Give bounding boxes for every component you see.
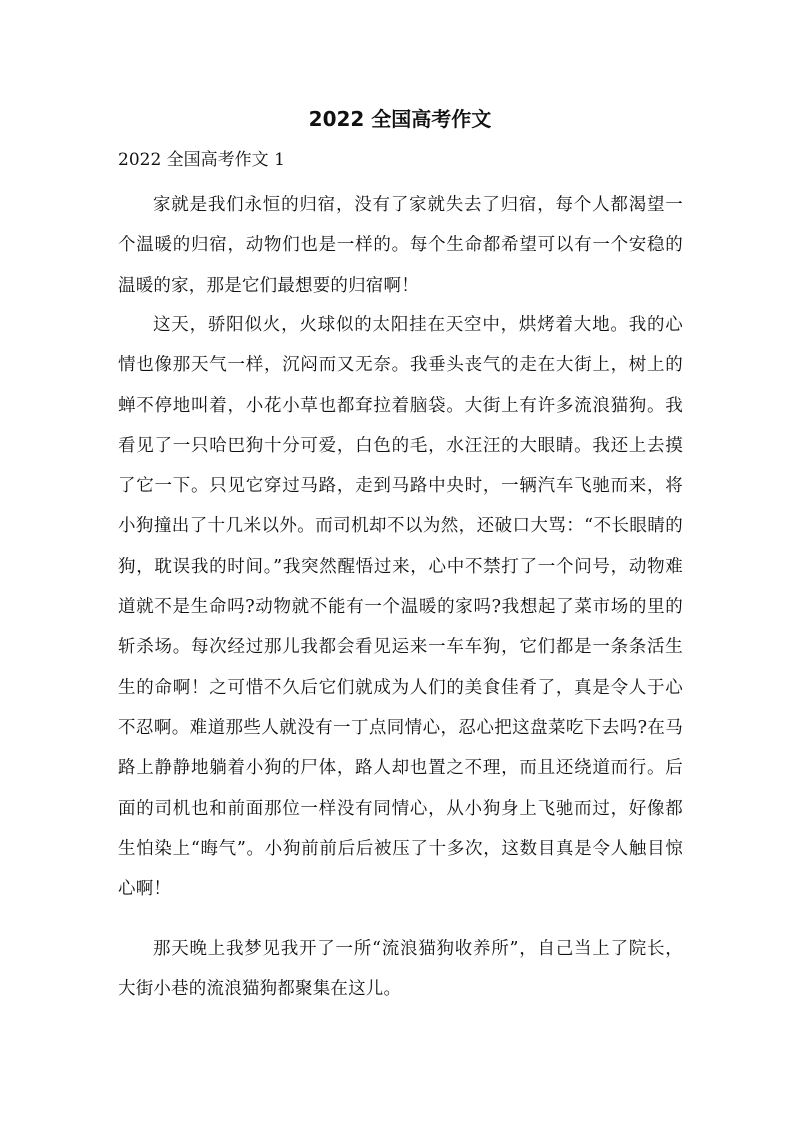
paragraph-2: 这天，骄阳似火，火球似的太阳挂在天空中，烘烤着大地。我的心情也像那天气一样，沉闷而又无奈。我垂头丧气的走在大街上，树上的蝉不停地叫着，小花小草也都耷拉着脑袋。大街上有许多流浪猫狗。我看见了一只哈巴狗十分可爱，白色的毛，水汪汪的大眼睛。我还上去摸了它一下。只见它穿过马路，走到马路中央时，一辆汽车飞驰而来，将小狗撞出了十几米以外。而司机却不以为然，还破口大骂：“不长眼睛的狗，耽误我的时间。”我突然醒悟过来，心中不禁打了一个问号，动物难道就不是生命吗?动物就不能有一个温暖的家吗?我想起了菜市场的里的斩杀场。每次经过那儿我都会看见运来一车车狗，它们都是一条条活生生的命啊！之可惜不久后它们就成为人们的美食佳肴了，真是令人于心不忍啊。难道那些人就没有一丁点同情心，忍心把这盘菜吃下去吗?在马路上静静地躺着小狗的尸体，路人却也置之不理，而且还绕道而行。后面的司机也和前面那位一样没有同情心，从小狗身上飞驰而过，好像都生怕染上“晦气”。小狗前前后后被压了十多次，这数目真是令人触目惊心啊！	[118, 315, 683, 900]
document-title: 2022 全国高考作文	[308, 107, 492, 131]
paragraph-1: 家就是我们永恒的归宿，没有了家就失去了归宿，每个人都渴望一个温暖的归宿，动物们也是一样的。每个生命都希望可以有一个安稳的温暖的家，那是它们最想要的归宿啊！	[118, 195, 683, 296]
essay-heading: 2022 全国高考作文 1	[118, 150, 285, 170]
paragraph-3: 那天晚上我梦见我开了一所“流浪猫狗收养所”，自己当上了院长，大街小巷的流浪猫狗都聚集在这儿。	[118, 939, 683, 1000]
